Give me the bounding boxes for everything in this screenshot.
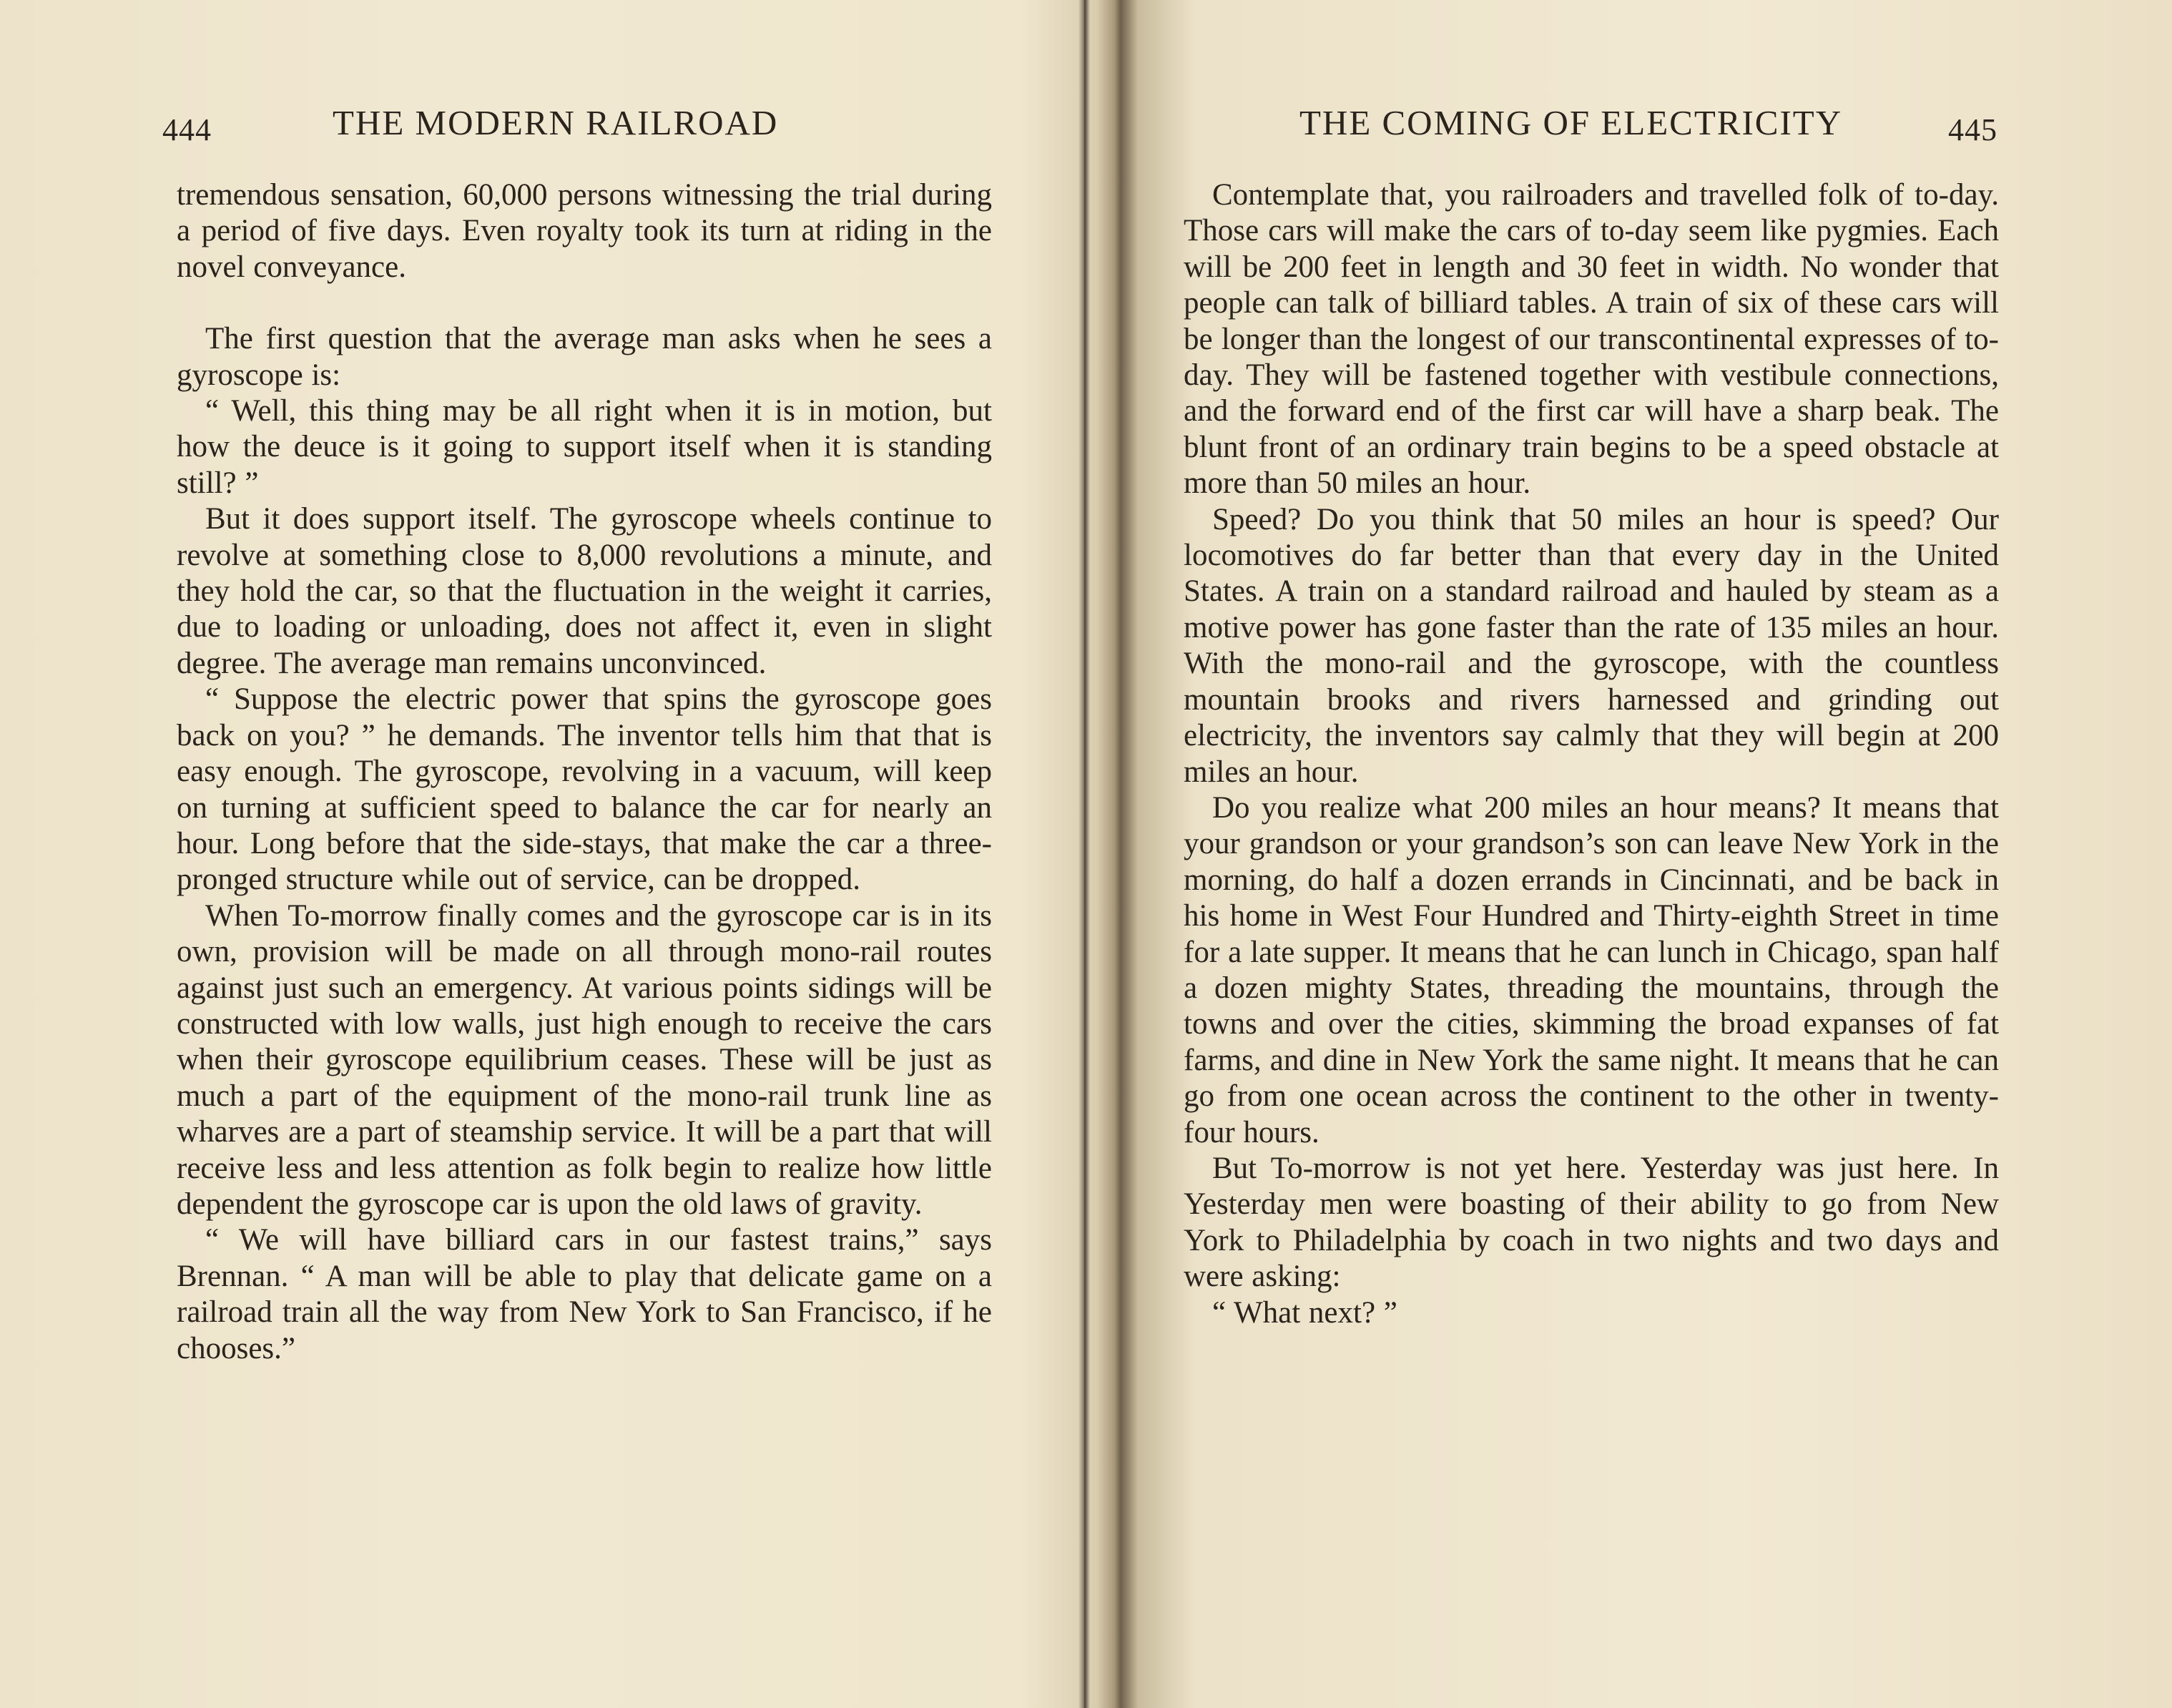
right-page-body [1184,177,1999,1331]
paragraph: Contemplate that, you railroaders and travelled folk of to-day. Those cars will make the cars of to-day seem like pygmies. Each will be 200 feet in length and 30 feet in width. No wonder that people can talk of billiard tables. A train of six of these cars will be longer than the longest of our transcontinental expresses of to-day. They will be fastened together with vestibule connections, and the forward end of the first car will have a sharp beak. The blunt front of an ordinary train begins to be a speed obstacle at more than 50 miles an hour. [1184,178,1999,501]
paragraph: Speed? Do you think that 50 miles an hour is speed? Our locomotives do far better than that every day in the United States. A train on a standard railroad and hauled by steam as a motive power has gone faster than the rate of 135 miles an hour. With the mono-rail and the gyroscope, with the countless mountain brooks and rivers harnessed and grinding out electricity, the inventors say calmly that they will begin at 200 miles an hour. [1184,502,1999,789]
page-number-left: 444 [162,112,212,147]
running-head-left: THE MODERN RAILROAD [333,103,779,142]
page-number-right: 445 [1948,112,1997,147]
paragraph: “ We will have billiard cars in our fastest trains,” says Brennan. “ A man will be able to play that delicate game on a railroad train all the way from New York to San Francisco, if he chooses.” [177,1223,992,1365]
paragraph: “ Well, this thing may be all right when it is in motion, but how the deuce is it going to support itself when it is standing still? ” [177,394,992,500]
paragraph: But To-morrow is not yet here. Yesterday was just here. In Yesterday men were boasting of their ability to go from New York to Philadelphia by coach in two nights and two days and were asking: [1184,1151,1999,1294]
left-page-body [177,177,992,1367]
left-page [0,0,1073,1708]
right-page [1094,0,2172,1708]
paragraph: “ Suppose the electric power that spins the gyroscope goes back on you? ” he demands. The inventor tells him that that is easy enough. The gyroscope, revolving in a vacuum, will keep on turning at sufficient speed to balance the car for nearly an hour. Long before that the side-stays, that make the car a three-pronged structure while out of service, can be dropped. [177,682,992,897]
paragraph: When To-morrow finally comes and the gyroscope car is in its own, provision will be made on all through mono-rail routes against just such an emergency. At various points sidings will be constructed with low walls, just high enough to receive the cars when their gyroscope equilibrium ceases. These will be just as much a part of the equipment of the mono-rail trunk line as wharves are a part of steamship service. It will be a part that will receive less and less attention as folk begin to realize how little dependent the gyroscope car is upon the old laws of gravity. [177,898,992,1221]
paragraph: “ What next? ” [1212,1295,1397,1330]
paragraph: The first question that the average man asks when he sees a gyroscope is: [177,322,992,392]
paragraph: Do you realize what 200 miles an hour means? It means that your grandson or your grandson’s son can leave New York in the morning, do half a dozen errands in Cincinnati, and be back in his home in West Four Hundred and Thirty-eighth Street in time for a late supper. It means that he can lunch in Chicago, span half a dozen mighty States, threading the mountains, through the towns and over the cities, skimming the broad expanses of fat farms, and dine in New York the same night. It means that he can go from one ocean across the continent to the other in twenty-four hours. [1184,790,1999,1149]
book-gutter [1078,0,1090,1708]
paragraph: tremendous sensation, 60,000 persons witnessing the trial during a period of five days. Even royalty took its turn at riding in the novel conveyance. [177,178,992,284]
running-head-right: THE COMING OF ELECTRICITY [1299,103,1843,142]
paragraph: But it does support itself. The gyroscope wheels continue to revolve at something close to 8,000 revolutions a minute, and they hold the car, so that the fluctuation in the weight it carries, due to loading or unloading, does not affect it, even in slight degree. The average man remains unconvinced. [177,502,992,680]
